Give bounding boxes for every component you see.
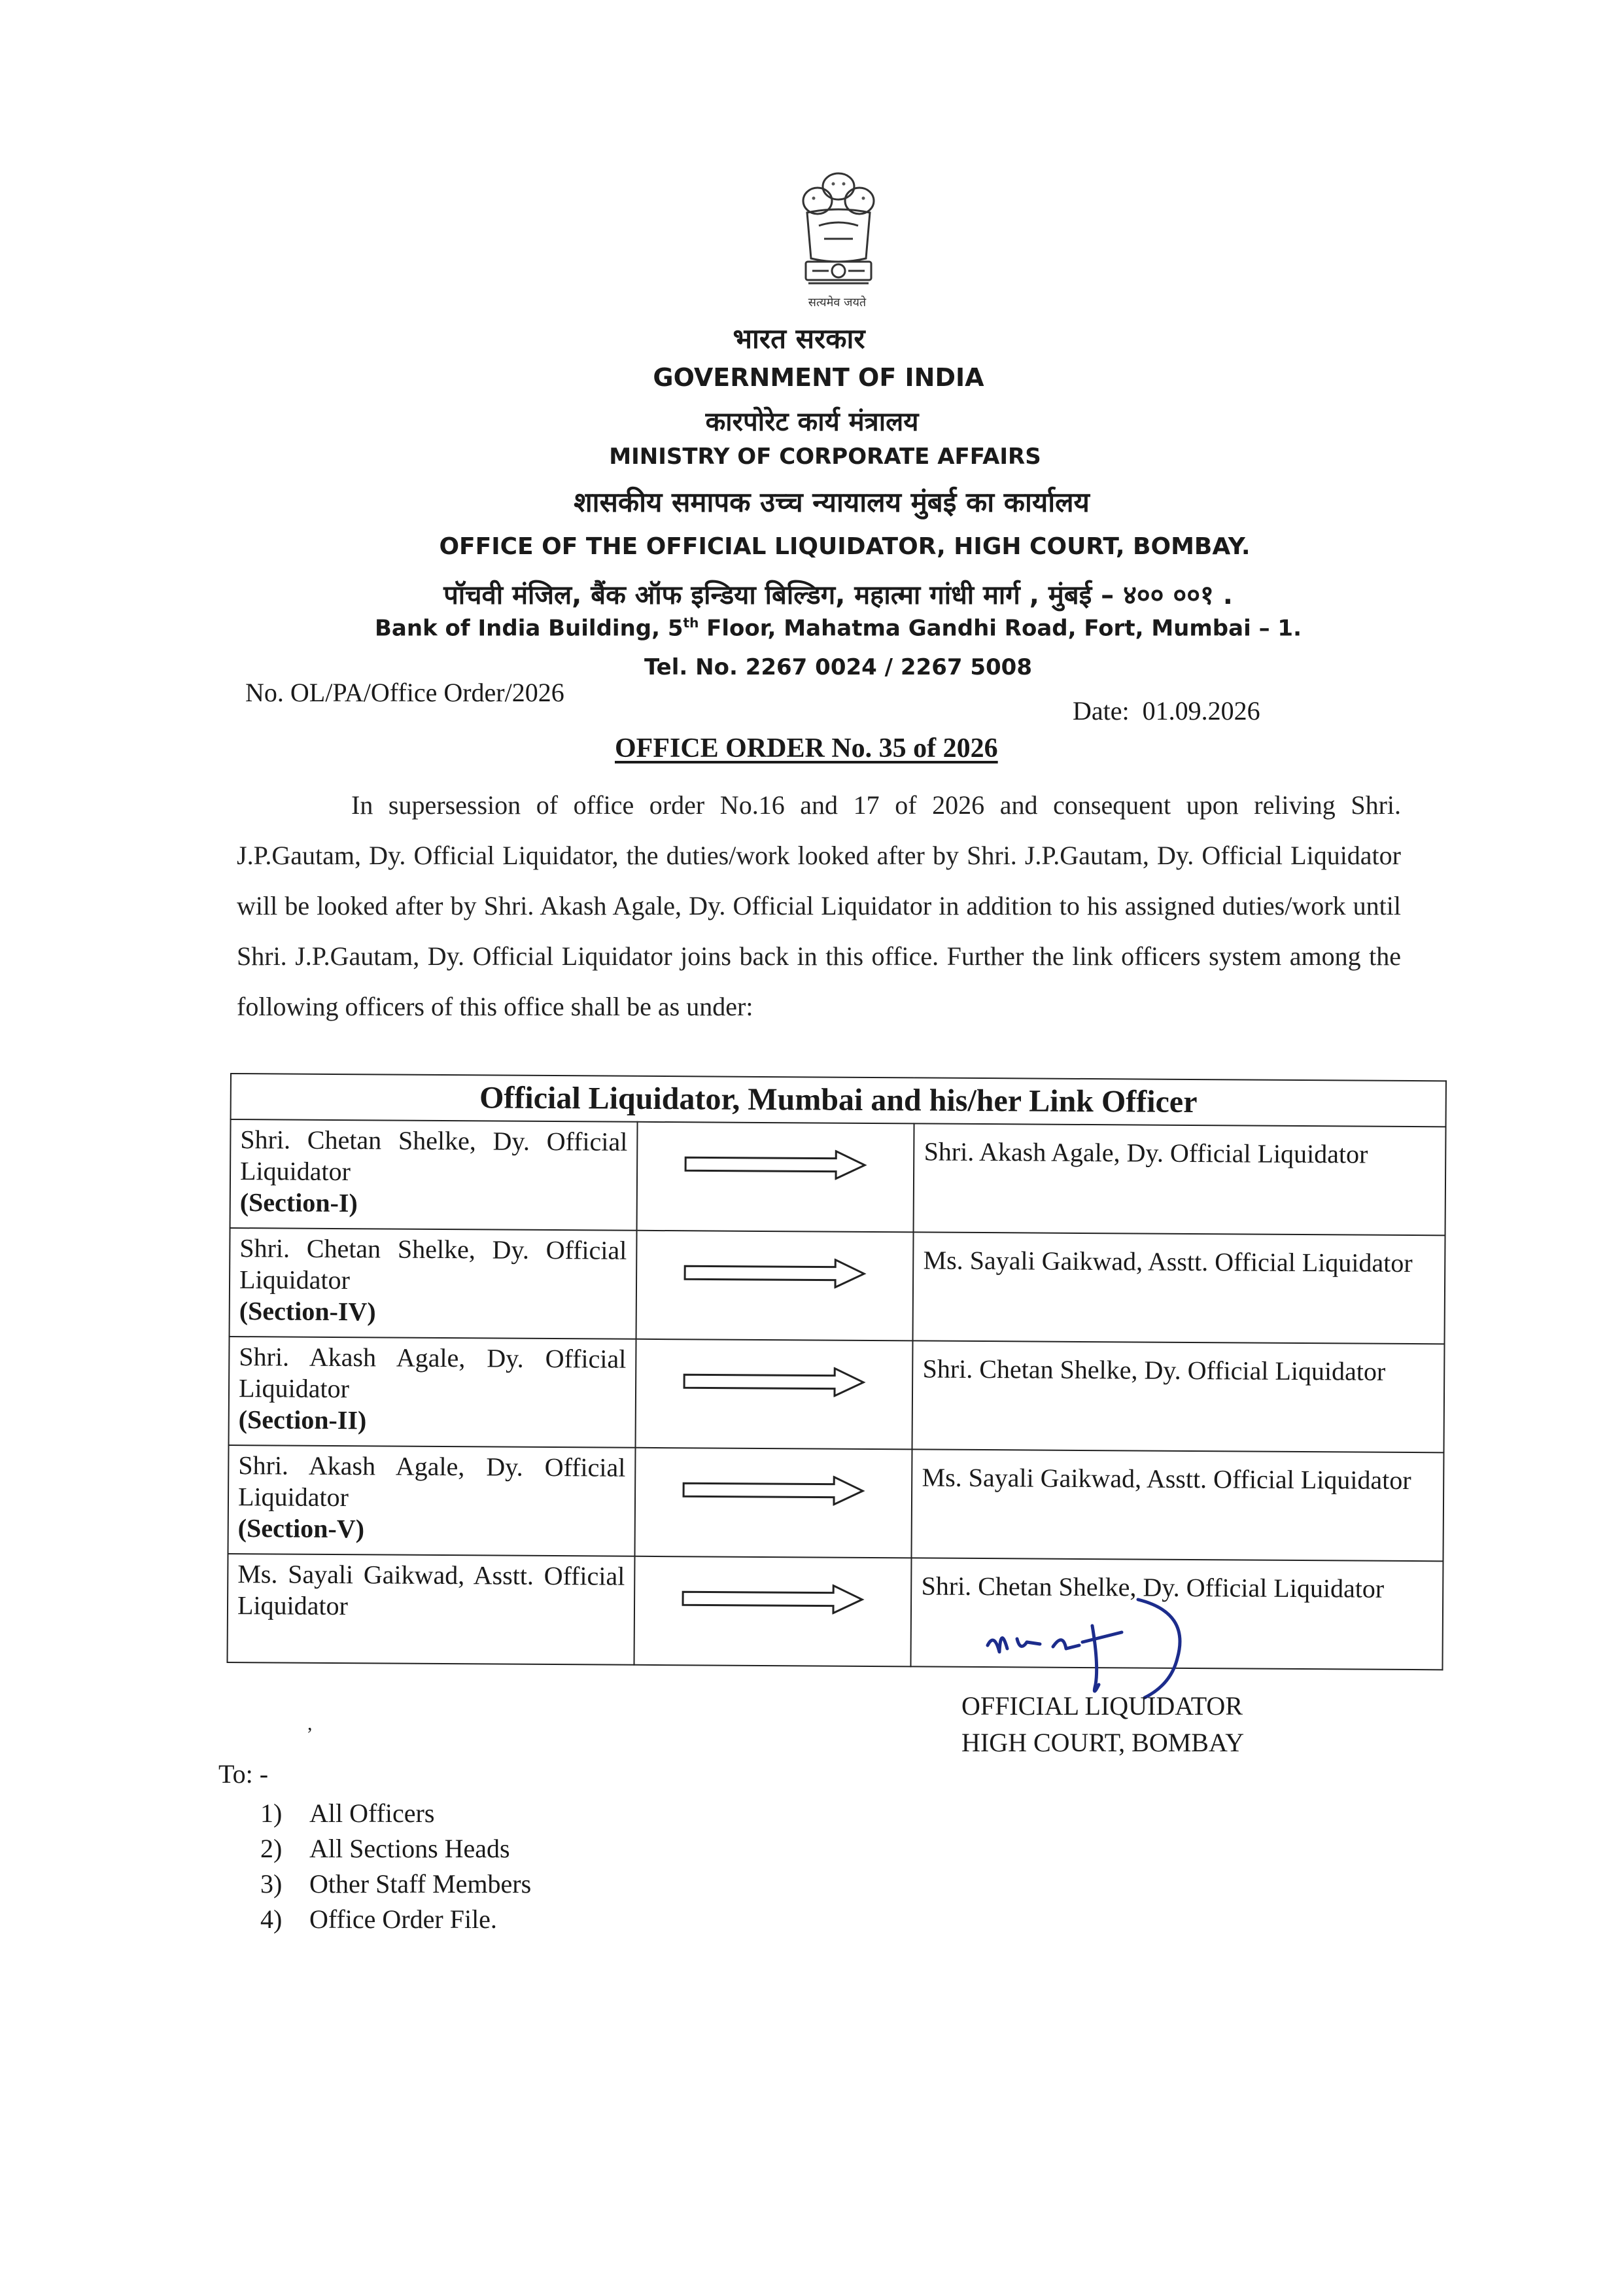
officer-name: Shri. Chetan Shelke, Dy. Official Liquidator [239,1233,627,1295]
emblem-motto: सत्यमेव जयते [808,296,867,309]
address-superscript: th [683,615,699,631]
table-row [230,1228,1445,1344]
table-row [229,1337,1445,1452]
section-label: (Section-V) [237,1513,365,1544]
table-row [230,1119,1446,1235]
link-officer-cell: Shri. Chetan Shelke, Dy. Official Liquidator [912,1340,1445,1452]
stray-mark: , [307,1713,313,1734]
arrow-cell [634,1556,911,1667]
list-number: 1) [260,1798,283,1828]
header-hindi-office: शासकीय समापक उच्च न्यायालय मुंबई का कार्यालय [574,486,1090,518]
header-hindi-address: पॉचवी मंजिल, बैंक ऑफ इन्डिया बिल्डिग, महात्मा गांधी मार्ग , मुंबई – ४०० ००१ . [443,580,1233,610]
officer-name: Shri. Akash Agale, Dy. Official Liquidator [238,1342,627,1404]
officer-cell [228,1445,636,1556]
right-arrow-icon [682,1583,865,1615]
order-paragraph [237,780,1401,1032]
header-hindi-government: भारत सरकार [733,323,865,355]
signatory-block [961,1688,1244,1761]
officer-cell [230,1119,638,1231]
officer-name: Shri. Chetan Shelke, Dy. Official Liquidator [239,1125,628,1187]
distribution-list [260,1796,531,1937]
table-row [227,1554,1443,1670]
reference-number: No. OL/PA/Office Order/2026 [245,678,564,707]
order-paragraph-text: In supersession of office order No.16 and 17 of 2026 and consequent upon reliving Shri. J.P.Gautam, Dy. Official Liquidator, the duties/work looked after by Shri. J.P.Gautam, Dy. Official Liquidator will be looked after by Shri. Akash Agale, Dy. Official Liquidator in addition to his assigned duties/work until Shri. J.P.Gautam, Dy. Official Liquidator joins back in this office. Further the link officers system among the following officers of this office shall be as under: [237,790,1401,1021]
right-arrow-icon [683,1257,867,1289]
arrow-cell [634,1448,912,1558]
order-title: OFFICE ORDER No. 35 of 2026 [615,733,998,763]
section-label: (Section-I) [239,1187,358,1218]
header-government-of-india: GOVERNMENT OF INDIA [653,363,984,392]
header-telephone: Tel. No. 2267 0024 / 2267 5008 [644,654,1032,680]
officer-cell [227,1554,634,1665]
list-item [260,1866,531,1902]
link-officer-cell: Shri. Akash Agale, Dy. Official Liquidator [914,1123,1446,1235]
arrow-cell [636,1339,913,1450]
list-number: 4) [260,1904,283,1934]
header-hindi-ministry: कारपोरेट कार्य मंत्रालय [705,407,919,437]
section-label: (Section-IV) [239,1296,376,1327]
header-address [26,615,1624,641]
address-part-1: Bank of India Building, 5 [375,615,683,642]
list-text: Other Staff Members [309,1869,532,1899]
arrow-cell [637,1122,914,1233]
link-officer-cell: Shri. Chetan Shelke, Dy. Official Liquidator [911,1558,1443,1670]
signatory-court: HIGH COURT, BOMBAY [961,1728,1245,1757]
link-officer-cell: Ms. Sayali Gaikwad, Asstt. Official Liquidator [913,1232,1445,1344]
officer-name: Ms. Sayali Gaikwad, Asstt. Official Liquidator [237,1559,625,1621]
order-date [1073,695,1260,726]
right-arrow-icon [682,1475,865,1506]
date-value: 01.09.2026 [1142,696,1260,726]
list-item [260,1831,531,1866]
national-emblem-icon [793,167,884,304]
to-label: To: - [218,1759,269,1789]
signature [981,1586,1230,1704]
signatory-title: OFFICIAL LIQUIDATOR [961,1691,1243,1721]
list-text: Office Order File. [309,1904,497,1934]
date-label: Date: [1073,696,1130,726]
table-heading: Official Liquidator, Mumbai and his/her Link Officer [231,1074,1446,1127]
right-arrow-icon [683,1366,866,1397]
officer-cell [229,1337,636,1448]
officer-name: Shri. Akash Agale, Dy. Official Liquidator [237,1450,626,1513]
right-arrow-icon [684,1149,867,1180]
list-item [260,1902,531,1937]
link-officer-cell: Ms. Sayali Gaikwad, Asstt. Official Liquidator [912,1449,1444,1561]
list-text: All Officers [309,1798,435,1828]
table-row [228,1445,1444,1561]
officer-cell [230,1228,637,1339]
section-label: (Section-II) [238,1405,367,1435]
link-officer-table [226,1073,1446,1670]
list-number: 2) [260,1834,283,1863]
list-item [260,1796,531,1831]
address-part-2: Floor, Mahatma Gandhi Road, Fort, Mumbai – 1. [699,615,1302,642]
header-office: OFFICE OF THE OFFICIAL LIQUIDATOR, HIGH COURT, BOMBAY. [439,533,1251,560]
list-text: All Sections Heads [309,1834,510,1863]
header-ministry: MINISTRY OF CORPORATE AFFAIRS [609,444,1041,470]
list-number: 3) [260,1869,283,1899]
arrow-cell [636,1231,914,1341]
